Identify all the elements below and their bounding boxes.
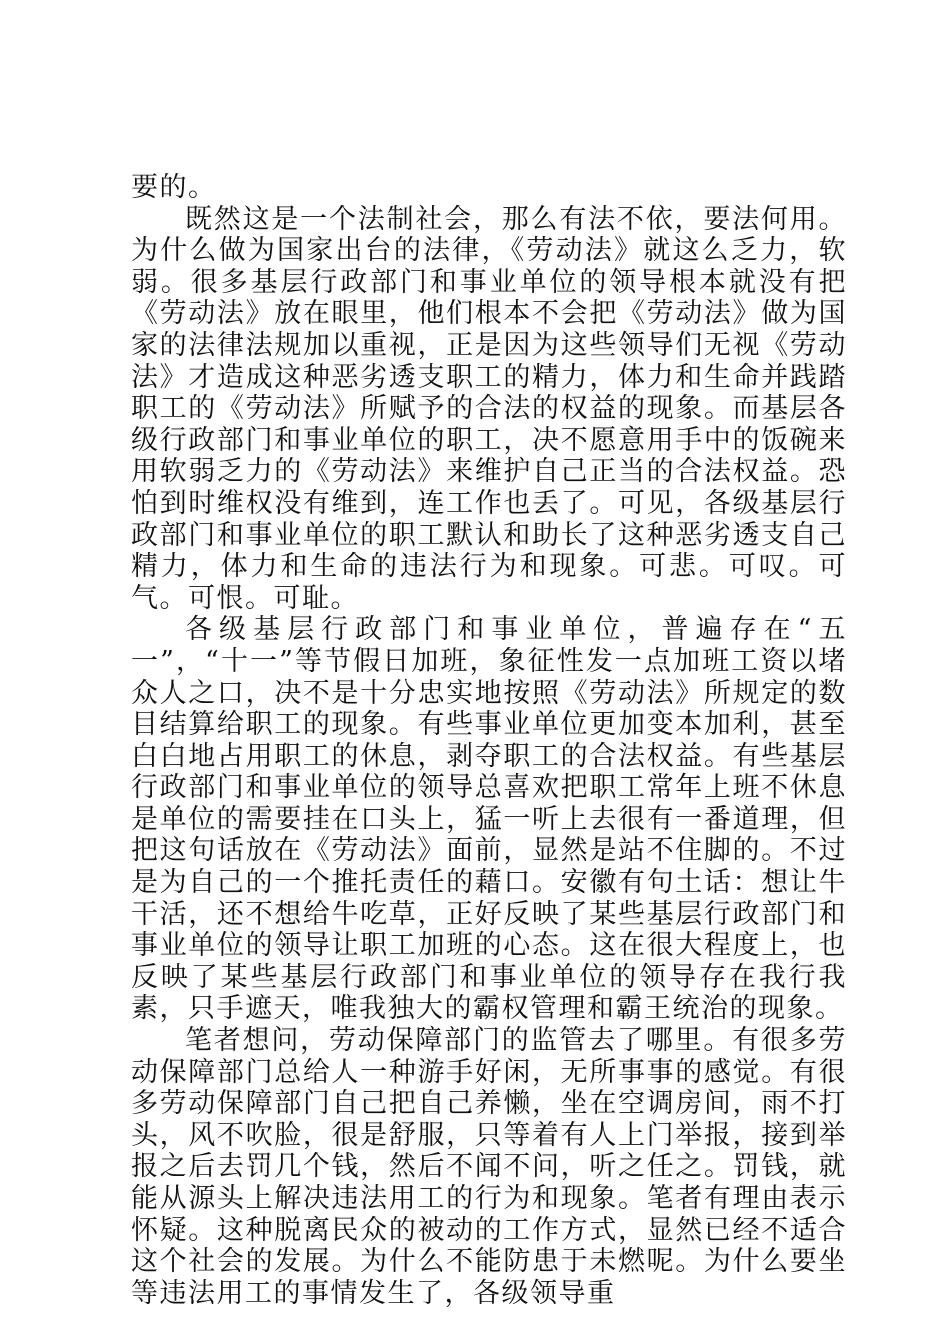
paragraph-continuation: 要的。 bbox=[131, 172, 217, 203]
paragraph-holiday-overtime: 各级基层行政部门和事业单位，普遍存在“五一”，“十一”等节假日加班，象征性发一点加班工资以堵众人之口，决不是十分忠实地按照《劳动法》所规定的数目结算给职工的现象。有些事业单位更加变本加利，甚至白白地占用职工的休息，剥夺职工的合法权益。有些基层行政部门和事业单位的领导总喜欢把职工常年上班不休息是单位的需要挂在口头上，猛一听上去很有一番道理，但把这句话放在《劳动法》面前，显然是站不住脚的。不过是为自己的一个推托责任的藉口。安徽有句土话：想让牛干活，还不想给牛吃草，正好反映了某些基层行政部门和事业单位的领导让职工加班的心态。这在很大程度上，也反映了某些基层行政部门和事业单位的领导存在我行我素，只手遮天，唯我独大的霸权管理和霸王统治的现象。 bbox=[131, 614, 847, 1025]
paragraph-labor-supervision: 笔者想问，劳动保障部门的监管去了哪里。有很多劳动保障部门总给人一种游手好闲，无所事事的感觉。有很多劳动保障部门自己把自己养懒，坐在空调房间，雨不打头，风不吹脸，很是舒服，只等着有人上门举报，接到举报之后去罚几个钱，然后不闻不问，听之任之。罚钱，就能从源头上解决违法用工的行为和现象。笔者有理由表示怀疑。这种脱离民众的被动的工作方式，显然已经不适合这个社会的发展。为什么不能防患于未燃呢。为什么要坐等违法用工的事情发生了，各级领导重 bbox=[131, 1025, 847, 1309]
document-body bbox=[131, 172, 847, 1309]
paragraph-legal-society: 既然这是一个法制社会，那么有法不依，要法何用。为什么做为国家出台的法律，《劳动法》就这么乏力，软弱。很多基层行政部门和事业单位的领导根本就没有把《劳动法》放在眼里，他们根本不会把《劳动法》做为国家的法律法规加以重视，正是因为这些领导们无视《劳动法》才造成这种恶劣透支职工的精力，体力和生命并践踏职工的《劳动法》所赋予的合法的权益的现象。而基层各级行政部门和事业单位的职工，决不愿意用手中的饭碗来用软弱乏力的《劳动法》来维护自己正当的合法权益。恐怕到时维权没有维到，连工作也丢了。可见，各级基层行政部门和事业单位的职工默认和助长了这种恶劣透支自己精力，体力和生命的违法行为和现象。可悲。可叹。可气。可恨。可耻。 bbox=[131, 203, 847, 614]
